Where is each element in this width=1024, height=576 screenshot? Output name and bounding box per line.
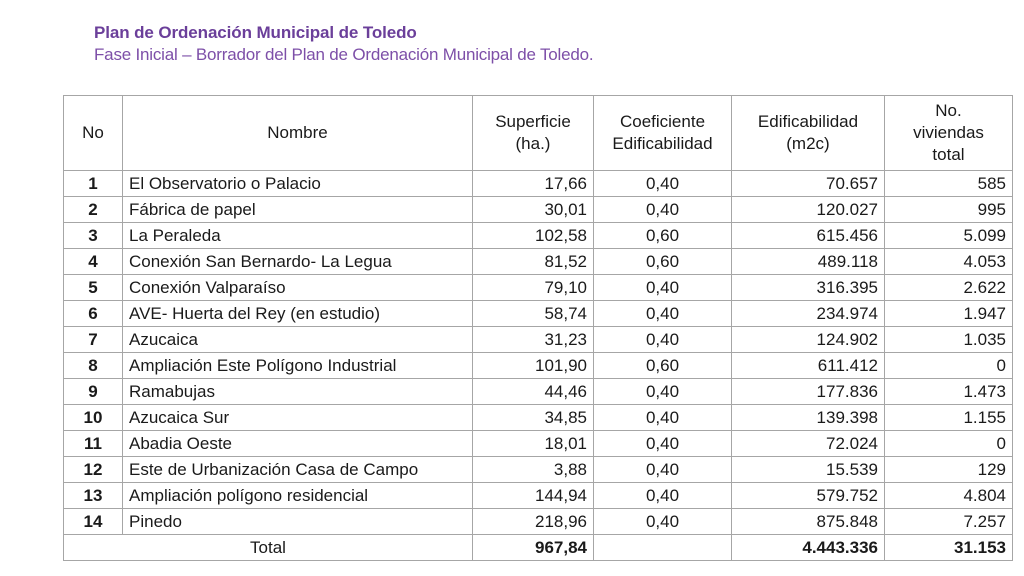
cell-edificabilidad: 15.539: [732, 457, 885, 483]
header-coeficiente: [594, 96, 732, 171]
document-header: [94, 22, 593, 66]
header-viv-line3: total: [932, 145, 965, 164]
cell-viviendas: 585: [885, 171, 1013, 197]
cell-nombre: La Peraleda: [123, 223, 473, 249]
header-nombre: Nombre: [123, 96, 473, 171]
cell-nombre: Pinedo: [123, 509, 473, 535]
header-edif-line1: Edificabilidad: [757, 112, 859, 131]
cell-nombre: Fábrica de papel: [123, 197, 473, 223]
cell-edificabilidad: 611.412: [732, 353, 885, 379]
cell-nombre: Ampliación polígono residencial: [123, 483, 473, 509]
cell-superficie: 30,01: [473, 197, 594, 223]
cell-no: 8: [64, 353, 123, 379]
cell-coeficiente: 0,40: [594, 197, 732, 223]
cell-nombre: Azucaica Sur: [123, 405, 473, 431]
cell-viviendas: 1.155: [885, 405, 1013, 431]
cell-no: 12: [64, 457, 123, 483]
table-row: [64, 171, 1013, 197]
table-row: [64, 301, 1013, 327]
cell-viviendas: 1.473: [885, 379, 1013, 405]
cell-edificabilidad: 875.848: [732, 509, 885, 535]
cell-coeficiente: 0,40: [594, 483, 732, 509]
table-row: [64, 249, 1013, 275]
cell-superficie: 218,96: [473, 509, 594, 535]
cell-no: 3: [64, 223, 123, 249]
cell-viviendas: 0: [885, 353, 1013, 379]
header-coef-line2: Edificabilidad: [612, 134, 713, 153]
cell-superficie: 17,66: [473, 171, 594, 197]
header-superficie-line1: Superficie: [495, 112, 571, 131]
cell-coeficiente: 0,40: [594, 405, 732, 431]
cell-viviendas: 4.804: [885, 483, 1013, 509]
cell-no: 2: [64, 197, 123, 223]
table-row: [64, 431, 1013, 457]
total-coeficiente: [594, 535, 732, 561]
cell-nombre: Este de Urbanización Casa de Campo: [123, 457, 473, 483]
table-body: [64, 171, 1013, 561]
cell-edificabilidad: 234.974: [732, 301, 885, 327]
cell-coeficiente: 0,40: [594, 509, 732, 535]
cell-coeficiente: 0,40: [594, 301, 732, 327]
plan-table: [63, 95, 1013, 561]
cell-superficie: 81,52: [473, 249, 594, 275]
cell-superficie: 34,85: [473, 405, 594, 431]
cell-edificabilidad: 177.836: [732, 379, 885, 405]
cell-superficie: 18,01: [473, 431, 594, 457]
cell-no: 4: [64, 249, 123, 275]
cell-no: 6: [64, 301, 123, 327]
table-row: [64, 379, 1013, 405]
header-superficie-line2: (ha.): [515, 134, 551, 153]
cell-nombre: AVE- Huerta del Rey (en estudio): [123, 301, 473, 327]
cell-edificabilidad: 124.902: [732, 327, 885, 353]
cell-coeficiente: 0,40: [594, 171, 732, 197]
table-row: [64, 223, 1013, 249]
cell-edificabilidad: 316.395: [732, 275, 885, 301]
table-total-row: [64, 535, 1013, 561]
cell-edificabilidad: 70.657: [732, 171, 885, 197]
header-no: No: [64, 96, 123, 171]
header-edificabilidad: [732, 96, 885, 171]
cell-edificabilidad: 579.752: [732, 483, 885, 509]
table-row: [64, 327, 1013, 353]
cell-no: 9: [64, 379, 123, 405]
table-row: [64, 405, 1013, 431]
cell-coeficiente: 0,40: [594, 379, 732, 405]
cell-viviendas: 1.947: [885, 301, 1013, 327]
cell-viviendas: 5.099: [885, 223, 1013, 249]
cell-viviendas: 2.622: [885, 275, 1013, 301]
cell-viviendas: 4.053: [885, 249, 1013, 275]
header-viviendas: [885, 96, 1013, 171]
cell-viviendas: 1.035: [885, 327, 1013, 353]
cell-coeficiente: 0,60: [594, 223, 732, 249]
table-header-row: [64, 96, 1013, 171]
total-label: Total: [64, 535, 473, 561]
cell-superficie: 144,94: [473, 483, 594, 509]
cell-no: 10: [64, 405, 123, 431]
cell-nombre: Ampliación Este Polígono Industrial: [123, 353, 473, 379]
cell-no: 13: [64, 483, 123, 509]
cell-nombre: Conexión San Bernardo- La Legua: [123, 249, 473, 275]
cell-no: 1: [64, 171, 123, 197]
document-title: Plan de Ordenación Municipal de Toledo: [94, 23, 417, 42]
header-superficie: [473, 96, 594, 171]
cell-viviendas: 7.257: [885, 509, 1013, 535]
header-viv-line1: No.: [935, 101, 962, 120]
cell-nombre: Ramabujas: [123, 379, 473, 405]
header-viv-line2: viviendas: [913, 123, 984, 142]
cell-coeficiente: 0,40: [594, 457, 732, 483]
cell-no: 5: [64, 275, 123, 301]
total-edificabilidad: 4.443.336: [732, 535, 885, 561]
cell-coeficiente: 0,40: [594, 431, 732, 457]
cell-viviendas: 129: [885, 457, 1013, 483]
table-row: [64, 483, 1013, 509]
total-superficie: 967,84: [473, 535, 594, 561]
cell-nombre: Abadia Oeste: [123, 431, 473, 457]
cell-superficie: 44,46: [473, 379, 594, 405]
table-row: [64, 197, 1013, 223]
cell-nombre: Azucaica: [123, 327, 473, 353]
cell-nombre: El Observatorio o Palacio: [123, 171, 473, 197]
cell-no: 11: [64, 431, 123, 457]
cell-coeficiente: 0,40: [594, 327, 732, 353]
table-row: [64, 457, 1013, 483]
cell-superficie: 101,90: [473, 353, 594, 379]
document-subtitle: Fase Inicial – Borrador del Plan de Ordenación Municipal de Toledo.: [94, 45, 594, 64]
table-row: [64, 275, 1013, 301]
header-coef-line1: Coeficiente: [619, 112, 706, 131]
cell-edificabilidad: 615.456: [732, 223, 885, 249]
cell-edificabilidad: 72.024: [732, 431, 885, 457]
total-viviendas: 31.153: [885, 535, 1013, 561]
cell-no: 7: [64, 327, 123, 353]
cell-no: 14: [64, 509, 123, 535]
cell-edificabilidad: 120.027: [732, 197, 885, 223]
cell-coeficiente: 0,40: [594, 275, 732, 301]
cell-superficie: 3,88: [473, 457, 594, 483]
cell-edificabilidad: 139.398: [732, 405, 885, 431]
cell-superficie: 31,23: [473, 327, 594, 353]
cell-coeficiente: 0,60: [594, 353, 732, 379]
table-row: [64, 353, 1013, 379]
cell-superficie: 102,58: [473, 223, 594, 249]
table-row: [64, 509, 1013, 535]
cell-coeficiente: 0,60: [594, 249, 732, 275]
cell-edificabilidad: 489.118: [732, 249, 885, 275]
cell-viviendas: 0: [885, 431, 1013, 457]
cell-superficie: 58,74: [473, 301, 594, 327]
cell-superficie: 79,10: [473, 275, 594, 301]
cell-nombre: Conexión Valparaíso: [123, 275, 473, 301]
header-edif-line2: (m2c): [786, 134, 830, 153]
cell-viviendas: 995: [885, 197, 1013, 223]
